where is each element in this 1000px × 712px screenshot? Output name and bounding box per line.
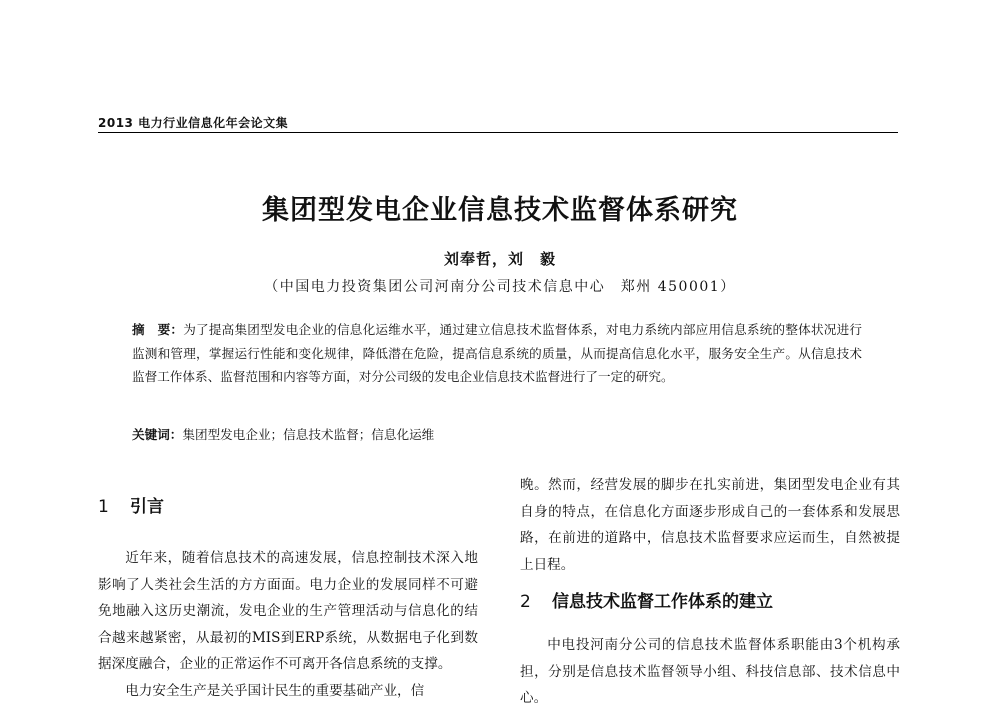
running-header: 2013 电力行业信息化年会论文集 bbox=[98, 116, 289, 130]
section-2-number: 2 bbox=[520, 592, 531, 612]
section-1-title: 引言 bbox=[130, 497, 164, 517]
right-column bbox=[520, 472, 900, 712]
keywords-label: 关键词： bbox=[132, 427, 183, 442]
keywords-text: 集团型发电企业；信息技术监督；信息化运维 bbox=[182, 427, 435, 442]
keywords bbox=[132, 425, 862, 445]
section-1-heading bbox=[98, 493, 478, 545]
section-2-title: 信息技术监督工作体系的建立 bbox=[552, 592, 773, 612]
header-rule bbox=[98, 132, 898, 133]
left-column bbox=[98, 493, 478, 704]
paragraph: 电力安全生产是关乎国计民生的重要基础产业，信 bbox=[125, 682, 425, 699]
paper-affiliation: （中国电力投资集团公司河南分公司技术信息中心 郑州 450001） bbox=[264, 279, 736, 295]
abstract bbox=[132, 318, 862, 389]
paragraph-continued: 晚。然而，经营发展的脚步在扎实前进，集团型发电企业有其自身的特点，在信息化方面逐步形成自己的一套体系和发展思路，在前进的道路中，信息技术监督要求应运而生，自然被提上日程。 bbox=[520, 477, 900, 573]
abstract-label: 摘 要： bbox=[132, 322, 184, 337]
section-2-heading bbox=[520, 588, 900, 632]
paragraph: 近年来，随着信息技术的高速发展，信息控制技术深入地影响了人类社会生活的方方面面。电力企业的发展同样不可避免地融入这历史潮流，发电企业的生产管理活动与信息化的结合越来越紧密，从最初的MIS到ERP系统，从数据电子化到数据深度融合，企业的正常运作不可离开各信息系统的支撑。 bbox=[98, 550, 478, 672]
paper-authors: 刘奉哲，刘 毅 bbox=[443, 250, 556, 268]
abstract-text: 为了提高集团型发电企业的信息化运维水平，通过建立信息技术监督体系，对电力系统内部应用信息系统的整体状况进行监测和管理，掌握运行性能和变化规律，降低潜在危险，提高信息系统的质量，从而提高信息化水平，服务安全生产。从信息技术监督工作体系、监督范围和内容等方面，对分公司级的发电企业信息技术监督进行了一定的研究。 bbox=[132, 322, 863, 384]
section-1-number: 1 bbox=[98, 497, 109, 517]
paper-title: 集团型发电企业信息技术监督体系研究 bbox=[262, 195, 738, 226]
paragraph: 中电投河南分公司的信息技术监督体系职能由3个机构承担，分别是信息技术监督领导小组、科技信息部、技术信息中心。 bbox=[520, 637, 900, 706]
